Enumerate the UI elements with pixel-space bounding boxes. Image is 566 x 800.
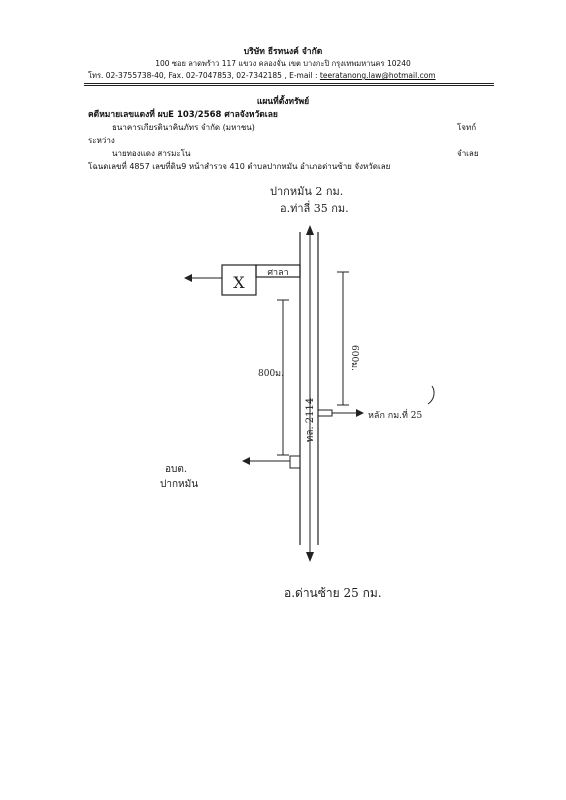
check-mark-icon [428, 386, 434, 404]
plot-marker: X [233, 273, 245, 292]
left-label-1: อบต. [165, 464, 188, 475]
distance-left-label: 800ม. [258, 369, 284, 379]
contact-numbers: โทร. 02-3755738-40, Fax. 02-7047853, 02-7342185 , E-mail : [88, 71, 320, 80]
company-address: 100 ซอย ลาดพร้าว 117 แขวง คลองจั่น เขต บางกะปิ กรุงเทพมหานคร 10240 [155, 59, 411, 68]
km-post-box [318, 410, 332, 416]
west-arrow-icon [184, 274, 192, 282]
plaintiff-role: โจทก์ [457, 123, 477, 132]
plaintiff-name: ธนาคารเกียรตินาคินภัทร จำกัด (มหาชน) [112, 123, 255, 132]
title-deed: โฉนดเลขที่ 4857 เลขที่ดิน9 หน้าสำรวจ 410 ตำบลปากหมัน อำเภอด่านซ้าย จังหวัดเลย [88, 162, 391, 171]
between-label: ระหว่าง [88, 136, 115, 145]
north-arrow-icon [306, 225, 314, 235]
office-arrow-icon [242, 457, 250, 465]
south-label: อ.ด่านซ้าย 25 กม. [284, 586, 382, 600]
defendant-name: นายทองแดง สารมะโน [112, 149, 191, 158]
office-box [290, 456, 300, 468]
east-arrow-icon [356, 409, 364, 417]
distance-right-label: 600ม. [349, 345, 359, 371]
email-link[interactable]: teeratanong.law@hotmail.com [319, 71, 436, 80]
case-number: คดีหมายเลขแดงที่ ผบE 103/2568 ศาลจังหวัดเลย [88, 110, 278, 120]
road-label: ทล. 2114 [305, 397, 316, 443]
south-arrow-icon [306, 552, 314, 562]
document-heading: แผนที่ตั้งทรัพย์ [256, 97, 310, 107]
north-label-2: อ.ท่าลี่ 35 กม. [280, 202, 349, 215]
left-label-2: ปากหมัน [160, 479, 199, 490]
km-marker-label: หลัก กม.ที่ 25 [368, 411, 423, 421]
shop-label: ศาลา [267, 268, 289, 278]
north-label-1: ปากหมัน 2 กม. [270, 185, 344, 198]
company-name: บริษัท ธีรทนงค์ จำกัด [243, 47, 323, 57]
defendant-role: จำเลย [457, 149, 479, 158]
